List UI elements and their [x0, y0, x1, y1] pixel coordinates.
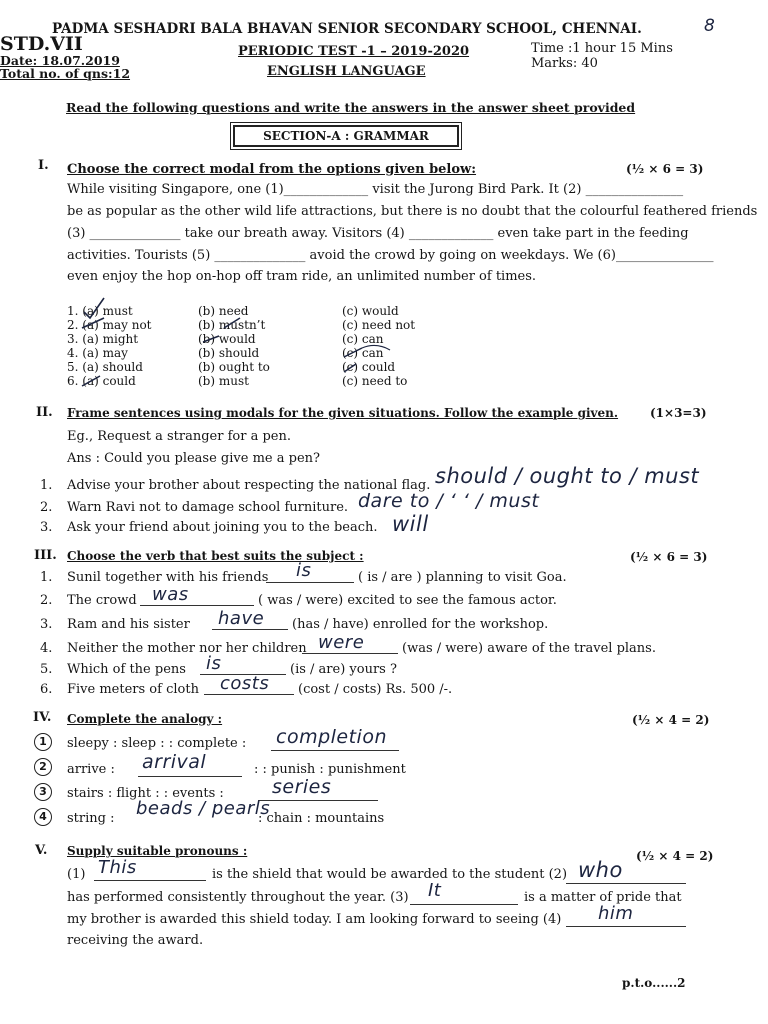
- test-title: PERIODIC TEST -1 – 2019-2020: [238, 44, 470, 59]
- q3-answer-3: have: [218, 608, 265, 629]
- q4-item-2-number: 2: [34, 758, 52, 776]
- q3-item-1-post: ( is / are ) planning to visit Goa.: [358, 570, 567, 585]
- q1-opt-5b: (b) ought to: [198, 360, 270, 374]
- q2-item-3-number: 3.: [40, 520, 53, 535]
- q2-number: II.: [36, 405, 53, 420]
- school-name: PADMA SESHADRI BALA BHAVAN SENIOR SECONDARY SCHOOL, CHENNAI.: [52, 21, 642, 37]
- q2-example-answer: Ans : Could you please give me a pen?: [67, 451, 320, 466]
- q5-marks: (½ × 4 = 2): [636, 849, 714, 863]
- q1-opt-2a: 2. (a) may not: [67, 318, 152, 332]
- q3-item-6-number: 6.: [40, 682, 53, 697]
- q3-number: III.: [34, 548, 57, 563]
- section-title: SECTION-A : GRAMMAR: [233, 125, 459, 147]
- q3-item-5-number: 5.: [40, 662, 53, 677]
- instruction: Read the following questions and write the answers in the answer sheet provided: [66, 100, 636, 115]
- q1-opt-1b: (b) need: [198, 304, 249, 318]
- q1-opt-4a: 4. (a) may: [67, 346, 128, 360]
- q2-answer-1: should / ought to / must: [435, 464, 700, 488]
- q4-answer-4: beads / pearls: [136, 798, 271, 819]
- q3-title: Choose the verb that best suits the subject :: [67, 549, 364, 563]
- q3-item-2-number: 2.: [40, 593, 53, 608]
- q4-item-3: stairs : flight : : events :: [67, 786, 224, 801]
- q1-opt-2b: (b) mustn’t: [198, 318, 266, 332]
- q1-opt-6b: (b) must: [198, 374, 249, 388]
- q4-answer-2: arrival: [142, 751, 207, 773]
- q4-item-4-post: : chain : mountains: [258, 811, 385, 826]
- q3-item-4-number: 4.: [40, 641, 53, 656]
- q5-answer-2: who: [578, 858, 623, 882]
- q3-item-3-pre: Ram and his sister: [67, 617, 190, 632]
- q1-opt-5c: (c) could: [342, 360, 396, 374]
- q2-answer-2: dare to / ‘ ‘ / must: [358, 490, 540, 512]
- q3-item-1-number: 1.: [40, 570, 53, 585]
- q1-opt-2c: (c) need not: [342, 318, 416, 332]
- q1-opt-1c: (c) would: [342, 304, 399, 318]
- q2-item-2-number: 2.: [40, 500, 53, 515]
- q5-line-2-post: is a matter of pride that: [524, 890, 682, 905]
- q5-blank-3: [410, 892, 518, 905]
- q1-line-3: (3) ______________ take our breath away. Visitors (4) _____________ even take part in the feeding: [67, 226, 689, 241]
- q3-item-5-post: (is / are) yours ?: [290, 662, 397, 677]
- q1-number: I.: [38, 158, 49, 173]
- q3-item-1-pre: Sunil together with his friends: [67, 570, 269, 585]
- marks-label: Marks: 40: [531, 56, 598, 71]
- q4-item-2: arrive :: [67, 762, 115, 777]
- q3-item-6-pre: Five meters of cloth: [67, 682, 199, 697]
- q1-line-1: While visiting Singapore, one (1)_____________ visit the Jurong Bird Park. It (2) _______________: [67, 182, 684, 197]
- q3-answer-4: were: [318, 632, 365, 653]
- q2-item-1: Advise your brother about respecting the national flag.: [67, 478, 431, 493]
- q5-line-2-pre: has performed consistently throughout the year. (3): [67, 890, 409, 905]
- q5-line-1-pre: (1): [67, 867, 86, 882]
- q3-item-5-pre: Which of the pens: [67, 662, 186, 677]
- q4-marks: (½ × 4 = 2): [632, 713, 710, 727]
- q1-opt-5a: 5. (a) should: [67, 360, 143, 374]
- q1-opt-3c: (c) can: [342, 332, 384, 346]
- q2-item-2: Warn Ravi not to damage school furniture.: [67, 500, 349, 515]
- q5-line-3-pre: my brother is awarded this shield today. I am looking forward to seeing (4): [67, 912, 562, 927]
- q1-title: Choose the correct modal from the options given below:: [67, 162, 477, 177]
- q3-item-2-pre: The crowd: [67, 593, 137, 608]
- total-questions: Total no. of qns:12: [0, 66, 131, 81]
- q3-item-3-number: 3.: [40, 617, 53, 632]
- q4-item-1-number: 1: [34, 733, 52, 751]
- q1-line-4: activities. Tourists (5) ______________ avoid the crowd by going on weekdays. We (6)_______________: [67, 248, 714, 263]
- q3-answer-6: costs: [220, 673, 270, 694]
- page-footer: p.t.o......2: [622, 976, 686, 990]
- q1-opt-4c: (c) can: [342, 346, 384, 360]
- q2-marks: (1×3=3): [650, 406, 707, 420]
- std-label: STD.VII: [0, 33, 83, 55]
- q3-item-3-post: (has / have) enrolled for the workshop.: [292, 617, 549, 632]
- q5-line-1-mid: is the shield that would be awarded to the student (2): [212, 867, 568, 882]
- q1-opt-6a: 6. (a) could: [67, 374, 136, 388]
- q3-item-2-post: ( was / were) excited to see the famous actor.: [258, 593, 557, 608]
- q3-item-4-post: (was / were) aware of the travel plans.: [402, 641, 656, 656]
- q2-example: Eg., Request a stranger for a pen.: [67, 429, 291, 444]
- q2-item-3: Ask your friend about joining you to the beach.: [67, 520, 378, 535]
- q4-item-2-post: : : punish : punishment: [254, 762, 406, 777]
- subject-title: ENGLISH LANGUAGE: [267, 64, 426, 79]
- q1-opt-6c: (c) need to: [342, 374, 408, 388]
- q5-answer-4: him: [598, 903, 634, 924]
- q4-number: IV.: [33, 710, 52, 725]
- date-label: Date: 18.07.2019: [0, 53, 120, 68]
- q5-line-4: receiving the award.: [67, 933, 204, 948]
- q4-item-3-number: 3: [34, 783, 52, 801]
- q4-title: Complete the analogy :: [67, 712, 223, 726]
- q4-answer-3: series: [272, 776, 332, 798]
- q1-opt-3a: 3. (a) might: [67, 332, 139, 346]
- q2-answer-3: will: [392, 512, 429, 536]
- q1-opt-1a: 1. (a) must: [67, 304, 133, 318]
- q4-item-1: sleepy : sleep : : complete :: [67, 736, 247, 751]
- q5-answer-3: It: [428, 880, 442, 901]
- q3-item-6-post: (cost / costs) Rs. 500 /-.: [298, 682, 453, 697]
- q3-item-4-pre: Neither the mother nor her children: [67, 641, 307, 656]
- q3-answer-5: is: [206, 653, 222, 674]
- q5-number: V.: [35, 843, 48, 858]
- q4-item-4: string :: [67, 811, 115, 826]
- q1-marks: (½ × 6 = 3): [626, 162, 704, 176]
- q2-item-1-number: 1.: [40, 478, 53, 493]
- q4-item-4-number: 4: [34, 808, 52, 826]
- q1-line-2: be as popular as the other wild life attractions, but there is no doubt that the colourful feathered friends: [67, 204, 758, 219]
- q1-opt-4b: (b) should: [198, 346, 260, 360]
- q5-answer-1: This: [98, 857, 137, 878]
- q1-opt-3b: (b) would: [198, 332, 256, 346]
- time-label: Time :1 hour 15 Mins: [531, 41, 673, 56]
- q5-title: Supply suitable pronouns :: [67, 844, 248, 858]
- q4-answer-1: completion: [276, 726, 388, 748]
- q3-answer-2: was: [152, 584, 189, 605]
- q3-marks: (½ × 6 = 3): [630, 550, 708, 564]
- q3-answer-1: is: [296, 560, 312, 581]
- q2-title: Frame sentences using modals for the given situations. Follow the example given.: [67, 406, 619, 420]
- page-mark: 8: [704, 16, 716, 36]
- q1-line-5: even enjoy the hop on-hop off tram ride, an unlimited number of times.: [67, 269, 537, 284]
